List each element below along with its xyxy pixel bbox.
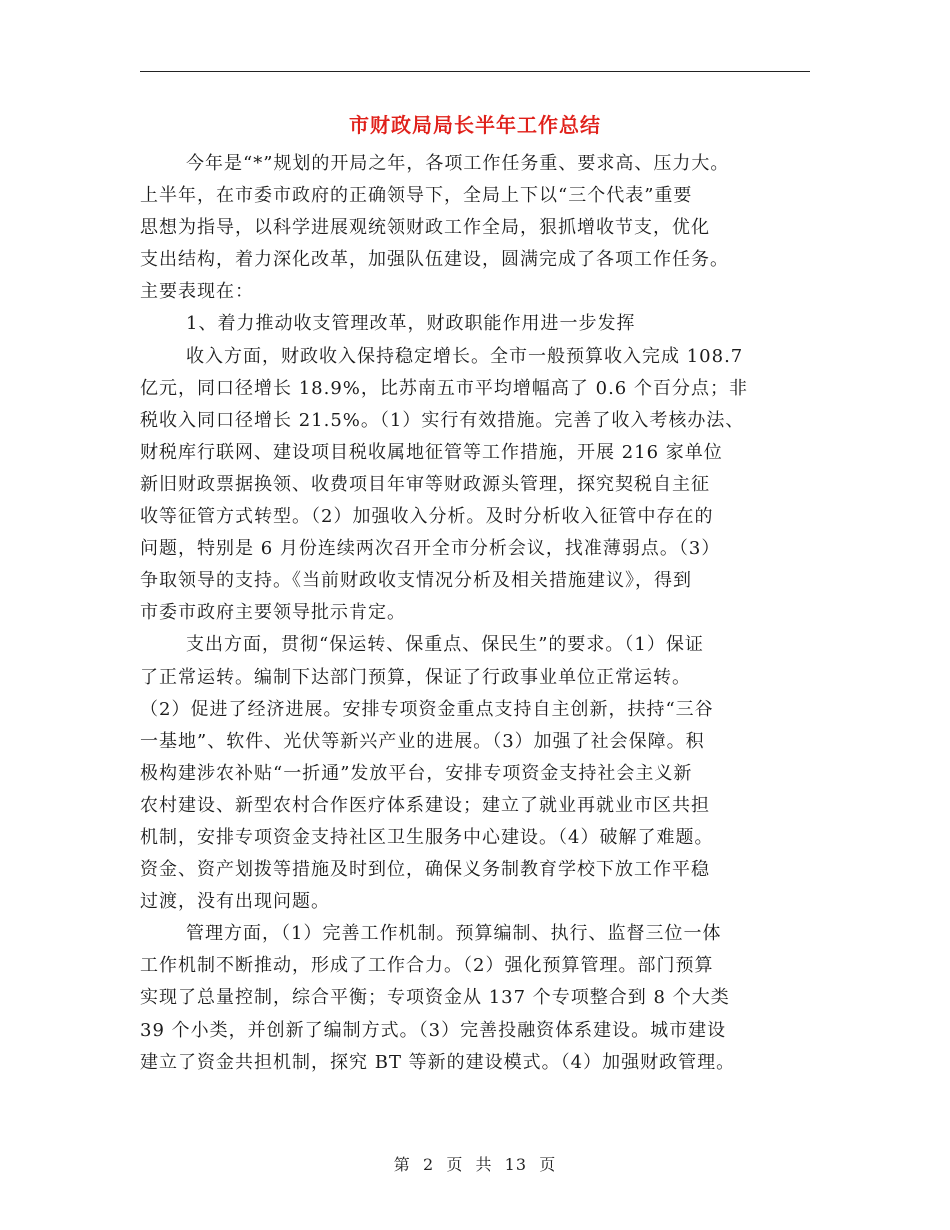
text-line: 39 个小类，并创新了编制方式。（3）完善投融资体系建设。城市建设 (140, 1019, 727, 1041)
text-line: 问题，特别是 6 月份连续两次召开全市分析会议，找准薄弱点。（3） (140, 538, 721, 560)
text-line: 税收入同口径增长 21.5%。（1）实行有效措施。完善了收入考核办法、 (140, 409, 745, 431)
text-line: 收入方面，财政收入保持稳定增长。全市一般预算收入完成 108.7 (186, 345, 744, 367)
text-line: 亿元，同口径增长 18.9%，比苏南五市平均增幅高了 0.6 个百分点；非 (140, 377, 748, 399)
text-line: 资金、资产划拨等措施及时到位，确保义务制教育学校下放工作平稳 (140, 859, 710, 881)
text-line: 财税库行联网、建设项目税收属地征管等工作措施，开展 216 家单位 (140, 441, 723, 463)
header-rule (140, 71, 810, 72)
text-line: （2）促进了经济进展。安排专项资金重点支持自主创新，扶持“三谷 (140, 698, 714, 720)
text-line: 新旧财政票据换领、收费项目年审等财政源头管理，探究契税自主征 (140, 473, 710, 495)
text-line: 机制，安排专项资金支持社区卫生服务中心建设。（4）破解了难题。 (140, 826, 714, 848)
text-line: 支出方面，贯彻“保运转、保重点、保民生”的要求。（1）保证 (186, 634, 704, 656)
text-line: 主要表现在： (140, 281, 254, 303)
text-line: 实现了总量控制，综合平衡；专项资金从 137 个专项整合到 8 个大类 (140, 987, 730, 1009)
text-line: 农村建设、新型农村合作医疗体系建设；建立了就业再就业市区共担 (140, 794, 710, 816)
text-line: 思想为指导，以科学进展观统领财政工作全局，狠抓增收节支，优化 (140, 217, 710, 239)
page-number-label: 第 2 页 共 13 页 (393, 1155, 557, 1174)
text-line: 市委市政府主要领导批示肯定。 (140, 602, 406, 624)
text-line: 1、着力推动收支管理改革，财政职能作用进一步发挥 (186, 313, 636, 335)
document-title: 市财政局局长半年工作总结 (349, 113, 601, 137)
text-line: 一基地”、软件、光伏等新兴产业的进展。（3）加强了社会保障。积 (140, 730, 705, 752)
text-line: 争取领导的支持。《当前财政收支情况分析及相关措施建议》，得到 (140, 570, 692, 592)
text-line: 工作机制不断推动，形成了工作合力。（2）强化预算管理。部门预算 (140, 955, 714, 977)
text-line: 过渡，没有出现问题。 (140, 891, 330, 913)
text-line: 今年是“*”规划的开局之年，各项工作任务重、要求高、压力大。 (186, 153, 730, 174)
text-line: 建立了资金共担机制，探究 BT 等新的建设模式。（4）加强财政管理。 (140, 1051, 736, 1073)
page-footer (0, 1153, 950, 1177)
text-line: 了正常运转。编制下达部门预算，保证了行政事业单位正常运转。 (140, 666, 691, 688)
document-body (140, 148, 810, 1079)
text-line: 收等征管方式转型。（2）加强收入分析。及时分析收入征管中存在的 (140, 506, 714, 528)
text-line: 极构建涉农补贴“一折通”发放平台，安排专项资金支持社会主义新 (140, 762, 693, 784)
text-line: 上半年，在市委市政府的正确领导下，全局上下以“三个代表”重要 (140, 185, 693, 207)
text-line: 管理方面，（1）完善工作机制。预算编制、执行、监督三位一体 (186, 923, 722, 945)
text-line: 支出结构，着力深化改革，加强队伍建设，圆满完成了各项工作任务。 (140, 249, 729, 271)
